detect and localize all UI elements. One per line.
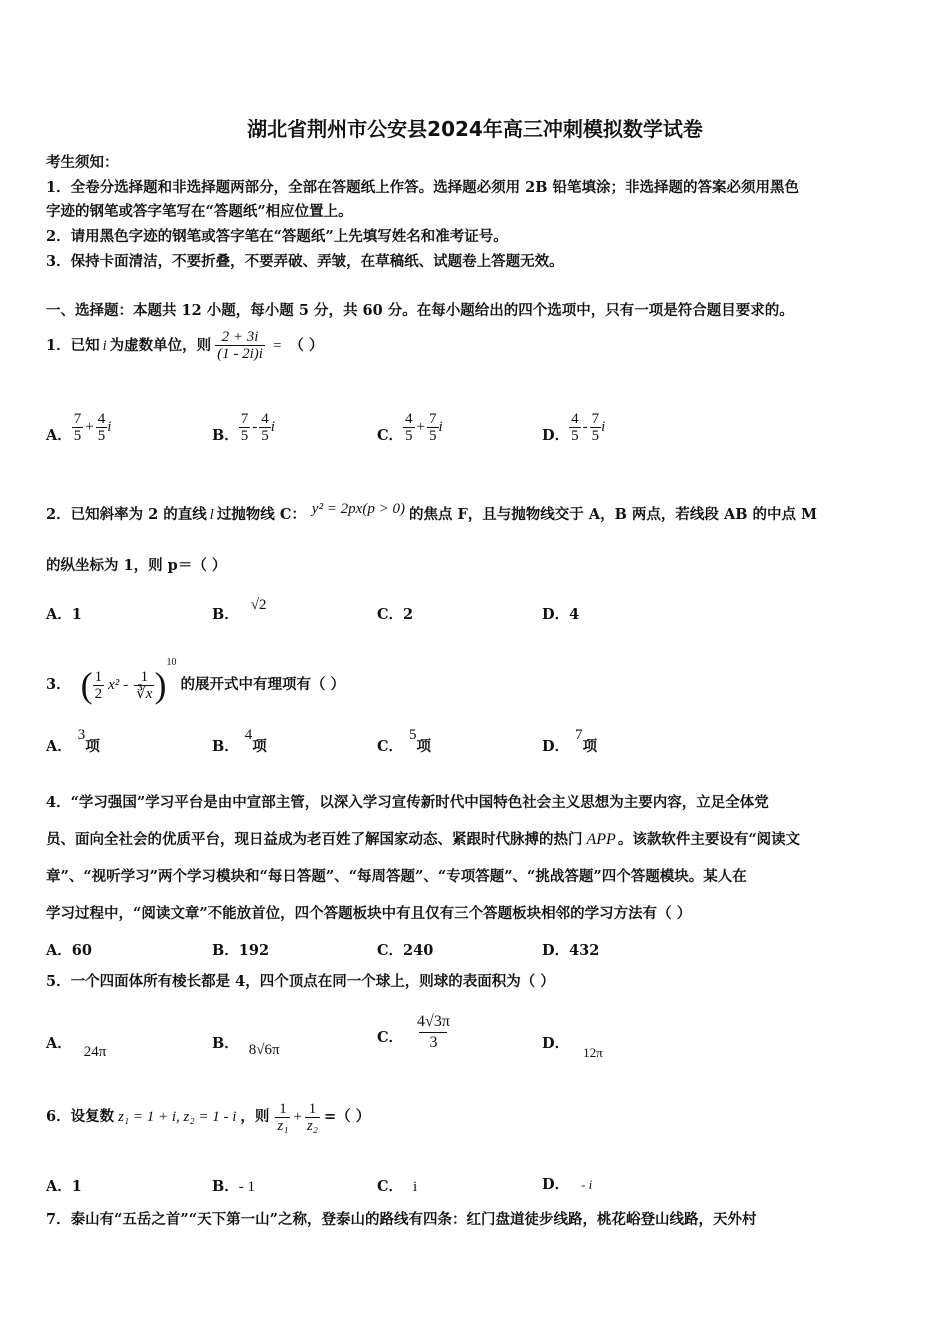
q1-option-b-label: B． <box>212 427 239 444</box>
q4-option-d-label: D． <box>542 942 570 959</box>
q1-c-sign: + <box>416 419 426 435</box>
q1-d-frac2 <box>590 411 602 444</box>
q5-option-a-label: A． <box>46 1035 72 1052</box>
q5-c-num: 4√3π <box>417 1013 450 1030</box>
q6-option-d <box>542 1173 592 1194</box>
q6-mid: ，则 <box>240 1108 270 1125</box>
q2-suffix: 的焦点 F，且与抛物线交于 A，B 两点，若线段 AB 的中点 M <box>408 506 818 523</box>
q1-b-frac2 <box>259 411 271 444</box>
q3-suffix: 的展开式中有理项有（ ） <box>180 676 346 693</box>
question-4-line-1: 4．“学习强国”学习平台是由中宣部主管，以深入学习宣传新时代中国特色社会主义思想为主要内容，立足全体党 <box>46 794 769 811</box>
question-5: 5．一个四面体所有棱长都是 4，四个顶点在同一个球上，则球的表面积为（ ） <box>46 973 555 990</box>
question-7-line-1: 7．泰山有“五岳之首”“天下第一山”之称，登泰山的路线有四条：红门盘道徒步线路，桃花峪登山线路，天外村 <box>46 1211 757 1228</box>
notice-item-3: 3．保持卡面清洁，不要折叠，不要弄破、弄皱，在草稿纸、试题卷上答题无效。 <box>46 253 564 270</box>
q6-frac2 <box>305 1101 320 1134</box>
q5-option-d-value: 12π <box>583 1045 603 1060</box>
q1-eq: = <box>272 337 282 354</box>
q1-c-frac2 <box>427 411 439 444</box>
q6-option-a-value: 1 <box>71 1178 82 1195</box>
question-4-line-2 <box>46 830 800 850</box>
q6-option-b-label: B． <box>212 1178 239 1195</box>
q3-label: 3． <box>46 676 71 693</box>
q3-option-a-value: 3 <box>77 727 86 743</box>
q3-lparen: ( <box>80 665 93 705</box>
q1-c-den1: 5 <box>405 428 413 444</box>
q3-option-c <box>377 727 432 756</box>
q6-f1-den: z₁ <box>277 1117 289 1134</box>
q1-a-i: i <box>107 419 112 435</box>
q1-c-den2: 5 <box>429 428 437 444</box>
q1-c-num1: 4 <box>405 411 413 427</box>
q1-frac-den: (1 - 2i)i <box>217 346 263 362</box>
q2-option-c-label: C． <box>377 606 404 623</box>
q3-option-c-value: 5 <box>409 727 417 743</box>
q1-b-frac1 <box>239 411 251 444</box>
q1-d-num1: 4 <box>571 411 579 427</box>
q1-c-num2: 7 <box>429 411 437 427</box>
q6-option-c-value: i <box>413 1179 418 1195</box>
q2-option-d <box>542 603 579 624</box>
q5-option-b-label: B． <box>212 1035 239 1052</box>
q5-option-a <box>46 1032 107 1060</box>
question-6 <box>46 1092 370 1142</box>
q2-option-b-value: √2 <box>250 597 267 613</box>
q3-option-a-unit: 项 <box>85 738 100 755</box>
q2-option-a-value: 1 <box>71 606 82 623</box>
q3-option-a-label: A． <box>46 738 72 755</box>
question-1 <box>46 329 323 362</box>
q6-option-d-value: - i <box>581 1177 593 1192</box>
q4-option-c-label: C． <box>377 942 404 959</box>
q1-option-d <box>542 410 605 445</box>
q6-f2-num: 1 <box>308 1100 317 1117</box>
q3-option-c-label: C． <box>377 738 404 755</box>
q1-mid: 为虚数单位，则 <box>109 336 212 354</box>
q6-frac1 <box>275 1101 290 1134</box>
q2-formula: y² = 2px(p > 0) <box>311 501 405 517</box>
q1-option-a <box>46 410 111 445</box>
q6-formula: z₁ = 1 + i, z₂ = 1 - i <box>118 1109 237 1125</box>
q5-option-b <box>212 1032 280 1058</box>
q4-option-d <box>542 939 599 960</box>
q1-d-den1: 5 <box>571 428 579 444</box>
q3-option-d-value: 7 <box>575 727 583 743</box>
q1-prefix: 1．已知 <box>46 336 100 354</box>
notice-heading: 考生须知： <box>46 154 119 171</box>
q6-option-a-label: A． <box>46 1178 72 1195</box>
q3-half-num: 1 <box>94 668 103 685</box>
question-2-cont: 的纵坐标为 1，则 p＝（ ） <box>46 557 227 574</box>
q5-c-frac <box>415 1012 452 1053</box>
q1-d-frac1 <box>569 411 581 444</box>
q2-option-d-label: D． <box>542 606 570 623</box>
question-4-line-4: 学习过程中，“阅读文章”不能放首位，四个答题板块中有且仅有三个答题板块相邻的学习方法有（ ） <box>46 905 692 922</box>
q5-option-c-label: C． <box>377 1029 404 1046</box>
q3-root-num: 1 <box>140 668 149 685</box>
q5-option-b-value: 8√6π <box>248 1042 280 1058</box>
q6-suffix: =（ ） <box>324 1108 371 1125</box>
q1-d-i: i <box>601 419 606 435</box>
q1-paren: （ ） <box>289 336 324 354</box>
q4-option-b-value: 192 <box>238 942 270 959</box>
q2-option-c <box>377 603 413 624</box>
q4-option-a-label: A． <box>46 942 72 959</box>
q3-option-a <box>46 727 100 756</box>
q1-option-d-label: D． <box>542 427 570 444</box>
q2-option-a <box>46 603 82 624</box>
q6-option-d-label: D． <box>542 1176 570 1193</box>
q5-option-d <box>542 1032 603 1060</box>
q2-option-c-value: 2 <box>403 606 414 623</box>
q3-xsq: x² <box>108 677 120 693</box>
q6-option-c-label: C． <box>377 1178 404 1195</box>
q5-option-a-value: 24π <box>83 1044 107 1060</box>
q6-f2-den: z₂ <box>306 1117 318 1134</box>
q2-prefix: 2．已知斜率为 2 的直线 <box>46 506 207 523</box>
q4-option-c-value: 240 <box>403 942 434 959</box>
notice-item-2: 2．请用黑色字迹的钢笔或答字笔在“答题纸”上先填写姓名和准考证号。 <box>46 228 508 245</box>
q4-option-d-value: 432 <box>569 942 600 959</box>
q1-c-i: i <box>438 419 443 435</box>
q2-mid: 过抛物线 C： <box>216 506 306 523</box>
q1-fraction <box>215 329 265 362</box>
q3-option-d <box>542 727 598 756</box>
q3-half <box>93 669 105 702</box>
q1-frac-num: 2 + 3i <box>221 329 259 345</box>
q1-a-den1: 5 <box>73 428 82 444</box>
q1-d-den2: 5 <box>591 428 600 444</box>
q2-option-d-value: 4 <box>569 606 580 623</box>
notice-item-1-cont: 字迹的钢笔或答字笔写在“答题纸”相应位置上。 <box>46 203 353 220</box>
q1-d-sign: - <box>582 419 588 435</box>
q5-option-d-label: D． <box>542 1035 570 1052</box>
q4-option-a-value: 60 <box>71 942 92 959</box>
q1-a-num1: 7 <box>73 411 82 427</box>
q6-plus: + <box>293 1109 302 1125</box>
q1-a-frac1 <box>72 411 84 444</box>
section-heading: 一、选择题：本题共 12 小题，每小题 5 分，共 60 分。在每小题给出的四个选项中，只有一项是符合题目要求的。 <box>46 302 794 319</box>
q1-a-num2: 4 <box>97 411 106 427</box>
q3-option-c-unit: 项 <box>416 738 432 755</box>
q3-half-den: 2 <box>94 685 103 702</box>
q3-option-d-label: D． <box>542 738 570 755</box>
q4-option-c <box>377 939 433 960</box>
q5-option-c <box>377 1012 452 1053</box>
notice-item-1: 1．全卷分选择题和非选择题两部分，全部在答题纸上作答。选择题必须用 2B 铅笔填涂；非选择题的答案必须用黑色 <box>46 179 800 196</box>
q4-option-a <box>46 939 92 960</box>
q6-f1-num: 1 <box>279 1100 287 1117</box>
q2-option-a-label: A． <box>46 606 72 623</box>
q1-d-num2: 7 <box>591 411 600 427</box>
q1-b-den1: 5 <box>240 428 249 444</box>
q1-option-c <box>377 410 443 445</box>
q6-option-a <box>46 1175 82 1196</box>
q6-option-c <box>377 1175 417 1196</box>
q1-a-frac2 <box>96 411 108 444</box>
q4-option-b-label: B． <box>212 942 239 959</box>
q1-option-b <box>212 410 275 445</box>
q3-option-b-value: 4 <box>244 727 253 743</box>
q1-var: i <box>102 337 107 354</box>
q1-b-den2: 5 <box>261 428 269 444</box>
q3-minus: - <box>123 677 129 693</box>
q1-b-i: i <box>270 419 275 435</box>
q6-option-b-value: - 1 <box>238 1179 256 1195</box>
q1-a-den2: 5 <box>97 428 106 444</box>
q1-b-num1: 7 <box>240 411 249 427</box>
question-3 <box>46 655 345 715</box>
q3-root-frac <box>134 669 154 702</box>
q6-prefix: 6．设复数 <box>46 1108 115 1125</box>
question-2 <box>46 501 818 525</box>
q5-c-den: 3 <box>419 1032 447 1053</box>
q3-power: 10 <box>166 657 177 668</box>
q1-option-c-label: C． <box>377 427 404 444</box>
q6-option-b <box>212 1175 255 1196</box>
q1-c-frac1 <box>403 411 415 444</box>
q3-option-b <box>212 727 267 756</box>
q1-a-sign: + <box>85 419 94 435</box>
q3-option-b-unit: 项 <box>252 738 267 755</box>
page-title: 湖北省荆州市公安县2024年高三冲刺模拟数学试卷 <box>247 117 703 141</box>
q4-app: APP <box>586 831 616 848</box>
q3-option-d-unit: 项 <box>582 738 598 755</box>
q2-option-b-label: B． <box>212 606 239 623</box>
q4-option-b <box>212 939 269 960</box>
q2-option-b <box>212 597 267 624</box>
q4-line2b: 。该款软件主要设有“阅读文 <box>617 831 801 848</box>
q1-options <box>46 410 906 450</box>
q3-rparen: ) <box>154 665 167 705</box>
question-4-line-3: 章”、“视听学习”两个学习模块和“每日答题”、“每周答题”、“专项答题”、“挑战答题”四个答题模块。某人在 <box>46 868 747 885</box>
q4-line2a: 员、面向全社会的优质平台，现日益成为老百姓了解国家动态、紧跟时代脉搏的热门 <box>46 831 583 848</box>
q2-var: l <box>209 507 214 523</box>
q1-b-sign: - <box>252 419 258 435</box>
q1-b-num2: 4 <box>261 411 269 427</box>
q3-root-den: ∛x <box>136 685 153 702</box>
q3-option-b-label: B． <box>212 738 239 755</box>
q1-option-a-label: A． <box>46 427 72 444</box>
